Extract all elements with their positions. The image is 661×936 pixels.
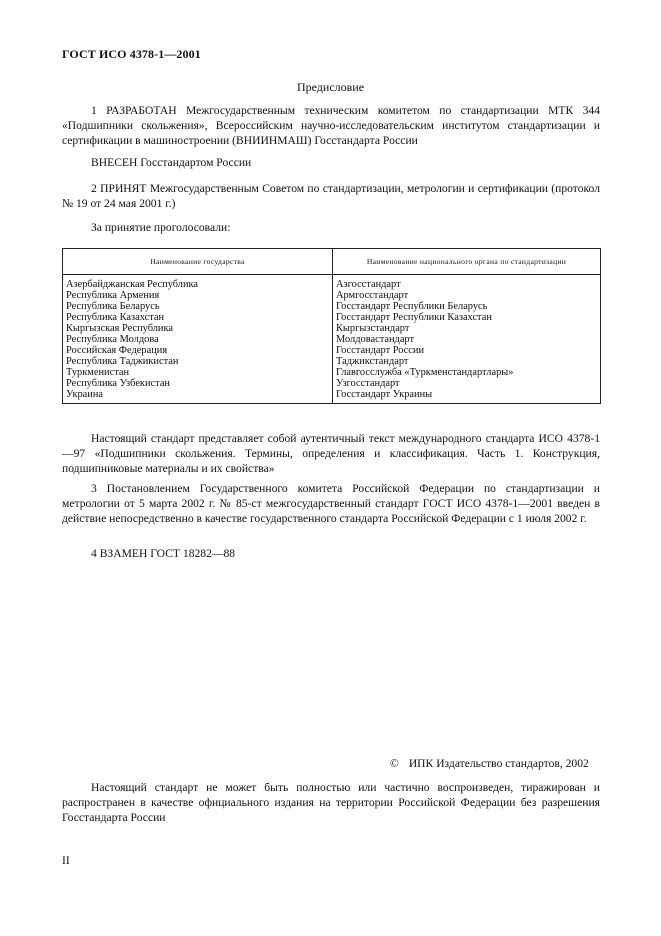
- page-number: II: [62, 854, 70, 867]
- standards-body-name: Госстандарт России: [336, 345, 425, 356]
- voting-table-body-row: [63, 275, 601, 404]
- column-header-standards-body: Наименование национального органа по стандартизации: [333, 249, 601, 275]
- paragraph-introduced-by: ВНЕСЕН Госстандартом России: [91, 156, 252, 169]
- document-header-id: ГОСТ ИСО 4378-1—2001: [62, 47, 201, 61]
- standards-body-name: Госстандарт Республики Казахстан: [336, 312, 492, 323]
- copyright-text: ИПК Издательство стандартов, 2002: [408, 757, 589, 770]
- standards-body-name: Таджикстандарт: [336, 356, 409, 367]
- state-name: Республика Казахстан: [66, 312, 165, 323]
- voting-table-header-row: [63, 249, 601, 275]
- states-column: [63, 275, 333, 404]
- paragraph-decree: 3 Постановлением Государственного комитета Российской Федерации по стандартизации и метрологии от 5 марта 2002 г. № 85-ст межгосударственный стандарт ГОСТ ИСО 4378-1—2001 введен в действие непосредственно в качестве государственного стандарта Российской Федерации с 1 июля 2002 г.: [62, 482, 600, 525]
- column-header-state: Наименование государства: [63, 249, 333, 275]
- state-name: Республика Узбекистан: [66, 378, 170, 389]
- standards-body-name: Главгосслужба «Туркменстандартлары»: [336, 367, 514, 378]
- state-name: Кыргызская Республика: [66, 323, 173, 334]
- standards-body-name: Узгосстандарт: [336, 378, 400, 389]
- paragraph-adopted-by: 2 ПРИНЯТ Межгосударственным Советом по стандартизации, метрологии и сертификации (протокол № 19 от 24 мая 2001 г.): [62, 182, 600, 210]
- section-title: Предисловие: [296, 80, 365, 94]
- copyright-line: [390, 757, 589, 770]
- paragraph-authentic-text: Настоящий стандарт представляет собой аутентичный текст международного стандарта ИСО 4378-1—97 «Подшипники скольжения. Термины, определения и классификация. Часть 1. Конструкция, подшипниковые материалы и их свойства»: [62, 432, 600, 475]
- state-name: Туркменистан: [66, 367, 130, 378]
- standards-body-name: Армгосстандарт: [336, 290, 409, 301]
- state-name: Республика Молдова: [66, 334, 159, 345]
- voting-table: [62, 248, 601, 404]
- standards-body-name: Молдовастандарт: [336, 334, 415, 345]
- reproduction-notice: Настоящий стандарт не может быть полностью или частично воспроизведен, тиражирован и распространен в качестве официального издания на территории Российской Федерации без разрешения Госстандарта России: [62, 781, 600, 824]
- state-name: Республика Беларусь: [66, 301, 160, 312]
- standards-bodies-column: [333, 275, 601, 404]
- standards-body-name: Азгосстандарт: [336, 279, 401, 290]
- standards-body-name: Кыргызстандарт: [336, 323, 410, 334]
- copyright-symbol: ©: [390, 757, 399, 770]
- state-name: Азербайджанская Республика: [66, 279, 199, 290]
- state-name: Республика Армения: [66, 290, 160, 301]
- standards-body-name: Госстандарт Украины: [336, 389, 433, 400]
- state-name: Республика Таджикистан: [66, 356, 179, 367]
- state-name: Украина: [66, 389, 104, 400]
- state-name: Российская Федерация: [66, 345, 168, 356]
- standards-body-name: Госстандарт Республики Беларусь: [336, 301, 488, 312]
- paragraph-developed-by: 1 РАЗРАБОТАН Межгосударственным техническим комитетом по стандартизации МТК 344 «Подшипники скольжения», Всероссийским научно-исследовательским институтом стандартизации и сертификации в машиностроении (ВНИИНМАШ) Госстандарта России: [62, 104, 600, 147]
- paragraph-replaces: 4 ВЗАМЕН ГОСТ 18282—88: [91, 547, 236, 560]
- paragraph-voted-for: За принятие проголосовали:: [91, 221, 231, 234]
